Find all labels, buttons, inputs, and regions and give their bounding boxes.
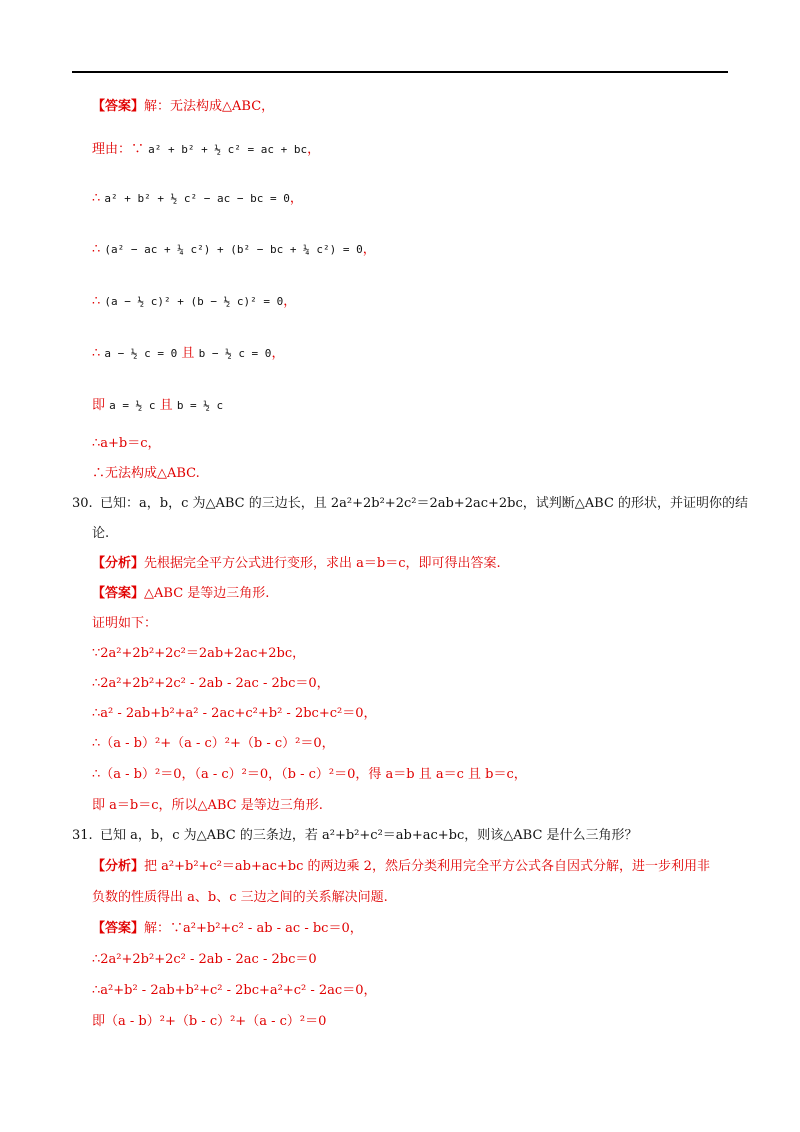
equation-6b: b = ½ c xyxy=(176,399,224,412)
therefore-symbol: ∴ xyxy=(92,346,101,361)
analysis-text: 先根据完全平方公式进行变形，求出 a＝b＝c，即可得出答案. xyxy=(144,556,501,571)
analysis-tag: 【分析】 xyxy=(92,556,145,571)
q30-step-3: ∴a² - 2ab+b²+a² - 2ac+c²+b² - 2bc+c²＝0， xyxy=(92,706,377,721)
q29-answer-line xyxy=(92,97,274,117)
q29-step-3 xyxy=(92,240,376,260)
comma: ， xyxy=(271,346,285,361)
q30-proof-title: 证明如下： xyxy=(92,616,158,631)
q30-step-4: ∴（a - b）²+（a - c）²+（b - c）²＝0， xyxy=(92,736,335,751)
q29-step-4 xyxy=(92,292,296,312)
equation-4: (a − ½ c)² + (b − ½ c)² = 0 xyxy=(104,295,284,308)
q31-number: 31. xyxy=(72,828,93,843)
comma: ， xyxy=(362,242,376,257)
q29-reason-line xyxy=(92,140,320,160)
q31-step-1: ∴2a²+2b²+2c² - 2ab - 2ac - 2bc＝0 xyxy=(92,952,317,967)
answer-text: △ABC 是等边三角形. xyxy=(144,586,270,601)
q30-step-1: ∵2a²+2b²+2c²＝2ab+2ac+2bc， xyxy=(92,646,306,661)
q30-analysis xyxy=(92,554,501,574)
q30-answer xyxy=(92,584,269,604)
namely-prefix: 即 xyxy=(92,398,106,413)
comma: ， xyxy=(307,142,321,157)
answer-text: 解：∵a²+b²+c² - ab - ac - bc＝0， xyxy=(144,921,363,936)
q31-analysis-2: 负数的性质得出 a、b、c 三边之间的关系解决问题. xyxy=(92,890,388,905)
answer-text: 解：无法构成△ABC， xyxy=(144,99,275,114)
q31-analysis-1 xyxy=(92,857,710,877)
q31-answer xyxy=(92,919,363,939)
q30-step-2: ∴2a²+2b²+2c² - 2ab - 2ac - 2bc＝0， xyxy=(92,676,330,691)
q29-step-2 xyxy=(92,189,303,209)
answer-tag: 【答案】 xyxy=(92,921,145,936)
q30-step-6: 即 a＝b＝c，所以△ABC 是等边三角形. xyxy=(92,798,323,813)
q30-number: 30. xyxy=(72,496,93,511)
q30-step-5: ∴（a - b）²＝0，（a - c）²＝0，（b - c）²＝0，得 a＝b 且 a＝c 且 b＝c， xyxy=(92,767,527,782)
therefore-symbol: ∴ xyxy=(92,294,101,309)
analysis-text: 把 a²+b²+c²＝ab+ac+bc 的两边乘 2，然后分类利用完全平方公式各自因式分解，进一步利用非 xyxy=(144,859,710,874)
therefore-symbol: ∴ xyxy=(92,242,101,257)
equation-1: a² + b² + ½ c² = ac + bc xyxy=(148,143,308,156)
q29-conclusion: ∴无法构成△ABC. xyxy=(92,466,200,481)
equation-2: a² + b² + ½ c² − ac − bc = 0 xyxy=(104,192,290,205)
therefore-symbol: ∴ xyxy=(92,191,101,206)
q30-stem-1: 已知：a，b，c 为△ABC 的三边长，且 2a²+2b²+2c²＝2ab+2ac+2bc，试判断△ABC 的形状，并证明你的结 xyxy=(100,496,749,511)
answer-tag: 【答案】 xyxy=(92,99,145,114)
and-word: 且 xyxy=(181,346,195,361)
q31-stem: 已知 a，b，c 为△ABC 的三条边，若 a²+b²+c²＝ab+ac+bc，则该△ABC 是什么三角形？ xyxy=(100,828,638,843)
q30-stem-2: 论. xyxy=(92,526,110,541)
q29-step-5 xyxy=(92,344,284,364)
header-rule xyxy=(72,71,728,73)
comma: ， xyxy=(289,191,303,206)
q31-step-2: ∴a²+b² - 2ab+b²+c² - 2bc+a²+c² - 2ac＝0， xyxy=(92,983,377,998)
analysis-tag: 【分析】 xyxy=(92,859,145,874)
equation-5b: b − ½ c = 0 xyxy=(198,347,272,360)
q29-step-6 xyxy=(92,396,223,416)
equation-6a: a = ½ c xyxy=(109,399,156,412)
q29-sum-line: ∴a+b＝c， xyxy=(92,436,161,451)
reason-label: 理由：∵ xyxy=(92,142,145,157)
and-word: 且 xyxy=(159,398,173,413)
equation-5a: a − ½ c = 0 xyxy=(104,347,178,360)
q31-step-3: 即（a - b）²+（b - c）²+（a - c）²＝0 xyxy=(92,1014,327,1029)
comma: ， xyxy=(283,294,297,309)
equation-3: (a² − ac + ¼ c²) + (b² − bc + ¼ c²) = 0 xyxy=(104,243,363,256)
answer-tag: 【答案】 xyxy=(92,586,145,601)
